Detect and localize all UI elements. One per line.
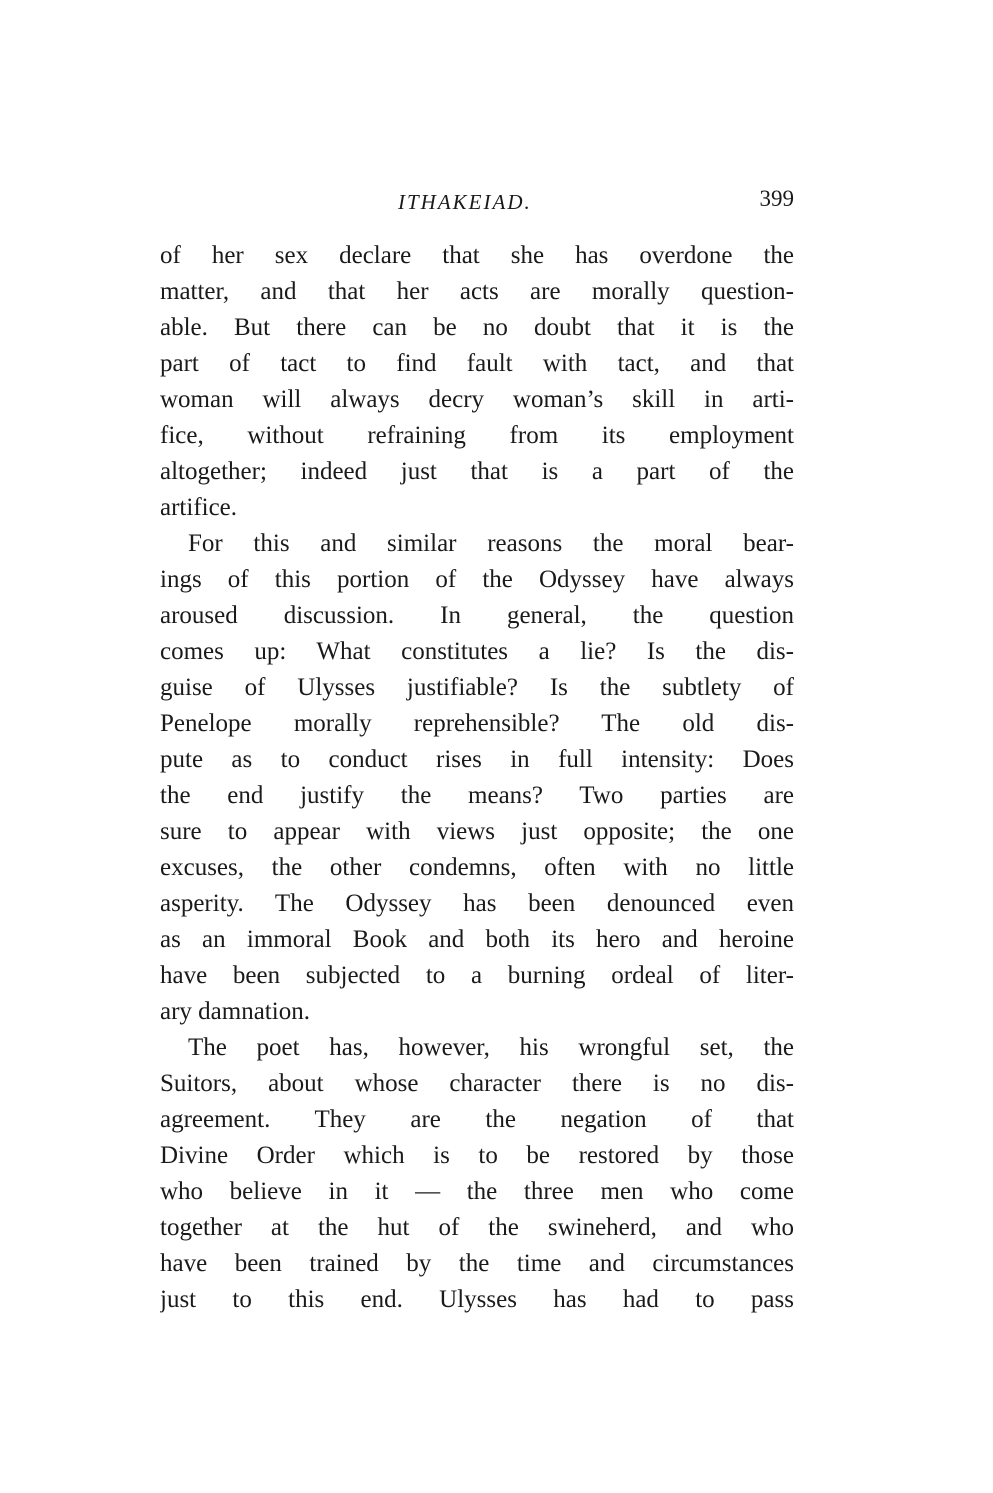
text-line: together at the hut of the swineherd, and who (160, 1214, 794, 1241)
text-line: ings of this portion of the Odyssey have always (160, 566, 794, 593)
text-line: guise of Ulysses justifiable? Is the subtlety of (160, 674, 794, 701)
text-line: just to this end. Ulysses has had to pass (160, 1286, 794, 1313)
text-line: ary damnation. (160, 998, 310, 1025)
text-line: have been subjected to a burning ordeal of liter- (160, 962, 794, 989)
text-line: matter, and that her acts are morally question- (160, 278, 794, 305)
text-line: altogether; indeed just that is a part of the (160, 458, 794, 485)
running-title: ITHAKEIAD. (398, 190, 532, 214)
text-line: the end justify the means? Two parties are (160, 782, 794, 809)
page-number: 399 (759, 186, 794, 211)
text-line: aroused discussion. In general, the question (160, 602, 794, 629)
text-line: fice, without refraining from its employment (160, 422, 794, 449)
text-line: pute as to conduct rises in full intensity: Does (160, 746, 794, 773)
text-line: asperity. The Odyssey has been denounced even (160, 890, 794, 917)
text-line: part of tact to find fault with tact, and that (160, 350, 794, 377)
text-line: For this and similar reasons the moral bear- (188, 530, 794, 557)
text-line: agreement. They are the negation of that (160, 1106, 794, 1133)
text-line: of her sex declare that she has overdone the (160, 242, 794, 269)
text-line: comes up: What constitutes a lie? Is the dis- (160, 638, 794, 665)
text-line: Divine Order which is to be restored by those (160, 1142, 794, 1169)
text-line: artifice. (160, 494, 238, 521)
text-line: woman will always decry woman’s skill in arti- (160, 386, 794, 413)
text-line: as an immoral Book and both its hero and heroine (160, 926, 794, 953)
running-head (160, 186, 794, 220)
text-line: able. But there can be no doubt that it is the (160, 314, 794, 341)
body-text (160, 238, 794, 1318)
text-line: have been trained by the time and circumstances (160, 1250, 794, 1277)
text-line: sure to appear with views just opposite; the one (160, 818, 794, 845)
text-line: Penelope morally reprehensible? The old dis- (160, 710, 794, 737)
text-line: Suitors, about whose character there is no dis- (160, 1070, 794, 1097)
text-line: The poet has, however, his wrongful set, the (188, 1034, 794, 1061)
text-line: excuses, the other condemns, often with no little (160, 854, 794, 881)
text-line: who believe in it — the three men who come (160, 1178, 794, 1205)
